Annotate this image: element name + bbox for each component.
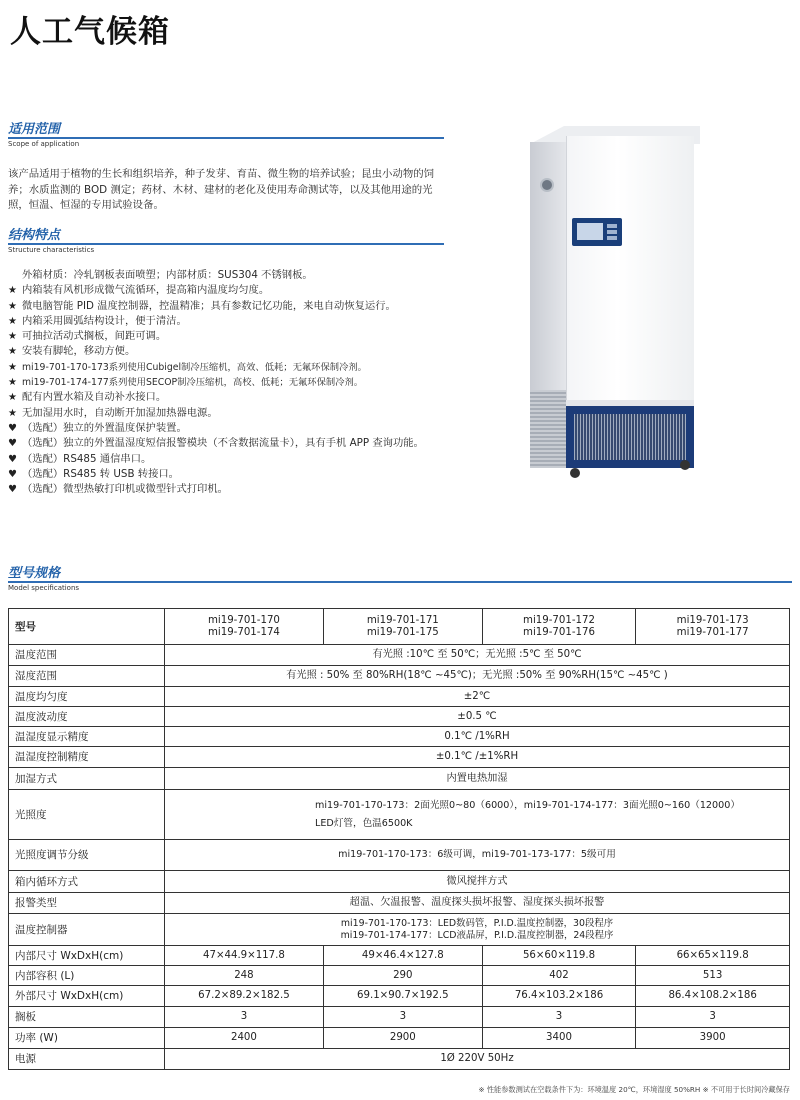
table-row — [9, 768, 790, 790]
feature-item — [8, 268, 448, 283]
table-row — [9, 986, 790, 1007]
cell: 66×65×119.8 — [636, 946, 790, 966]
cell: 3 — [323, 1007, 482, 1028]
row-value: mi19-701-170-173：LED数码管，P.I.D.温度控制器，30段程序 mi19-701-174-177：LCD液晶屏，P.I.D.温度控制器，24段程序 — [165, 914, 790, 946]
control-button — [607, 230, 617, 234]
table-row — [9, 1049, 790, 1070]
row-label: 内部尺寸 WxDxH(cm) — [9, 946, 165, 966]
feature-item — [8, 299, 448, 314]
feature-text: （选配）RS485 通信串口。 — [22, 452, 152, 465]
cell: 3900 — [636, 1028, 790, 1049]
model-cell: mi19-701-170 mi19-701-174 — [165, 609, 324, 645]
cell: 248 — [165, 966, 324, 986]
control-screen — [577, 223, 603, 240]
cell: 47×44.9×117.8 — [165, 946, 324, 966]
section-title: 结构特点 — [8, 228, 61, 243]
section-subtitle: Scope of application — [8, 140, 80, 148]
row-label: 温度均匀度 — [9, 687, 165, 707]
feature-item — [8, 329, 448, 344]
feature-text: 外箱材质：冷轧钢板表面喷塑；内部材质：SUS304 不锈钢板。 — [22, 269, 313, 281]
model-cell: mi19-701-172 mi19-701-176 — [482, 609, 636, 645]
feature-text: （选配）RS485 转 USB 转接口。 — [22, 467, 179, 480]
page-title: 人工气候箱 — [10, 14, 170, 50]
feature-item — [8, 406, 448, 421]
heart-icon: ♥ — [8, 484, 17, 496]
star-icon: ★ — [8, 407, 17, 419]
model-cell: mi19-701-171 mi19-701-175 — [323, 609, 482, 645]
row-label: 光照度调节分级 — [9, 840, 165, 871]
cell: 3 — [482, 1007, 636, 1028]
section-header-specs — [8, 566, 792, 593]
feature-item — [8, 390, 448, 405]
climate-chamber-image — [520, 120, 710, 485]
heart-icon: ♥ — [8, 453, 17, 465]
cell: 69.1×90.7×192.5 — [323, 986, 482, 1007]
feature-item — [8, 360, 448, 375]
row-value: 有光照 : 50% 至 80%RH(18℃ ~45℃)；无光照 :50% 至 90%RH(15℃ ~45℃ ) — [165, 666, 790, 687]
row-value: 1Ø 220V 50Hz — [165, 1049, 790, 1070]
cell: 67.2×89.2×182.5 — [165, 986, 324, 1007]
section-header-scope — [8, 122, 444, 149]
feature-text: （选配）独立的外置温湿度短信报警模块（不含数据流量卡），具有手机 APP 查询功能。 — [22, 437, 424, 450]
section-subtitle: Structure characteristics — [8, 246, 95, 254]
heart-icon: ♥ — [8, 422, 17, 434]
row-label: 温度控制器 — [9, 914, 165, 946]
section-subtitle: Model specifications — [8, 584, 80, 592]
row-label: 型号 — [9, 609, 165, 645]
cell: 3 — [636, 1007, 790, 1028]
row-label: 温度范围 — [9, 645, 165, 666]
table-row — [9, 727, 790, 747]
control-panel — [572, 218, 622, 246]
star-icon: ★ — [8, 361, 17, 373]
row-value: ±0.5 ℃ — [165, 707, 790, 727]
cell: 3 — [165, 1007, 324, 1028]
star-icon: ★ — [8, 377, 17, 389]
scope-paragraph: 该产品适用于植物的生长和组织培养，种子发芽、育苗、微生物的培养试验；昆虫小动物的饲养；水质监测的 BOD 测定；药材、木材、建材的老化及使用寿命测试等，以及其他用途的光照，恒温、恒湿的专用试验设备。 — [8, 168, 435, 211]
row-value: mi19-701-170-173：6级可调，mi19-701-173-177：5级可用 — [165, 840, 790, 871]
feature-text: 无加湿用水时，自动断开加湿加热器电源。 — [22, 406, 218, 419]
row-label: 外部尺寸 WxDxH(cm) — [9, 986, 165, 1007]
cell: 513 — [636, 966, 790, 986]
cell: 3400 — [482, 1028, 636, 1049]
feature-text: mi19-701-170-173系列使用Cubigel制冷压缩机，高效、低耗；无氟环保制冷剂。 — [22, 361, 367, 373]
table-row — [9, 790, 790, 840]
row-value: mi19-701-170-173：2面光照0~80（6000），mi19-701-174-177：3面光照0~160（12000） LED灯管，色温6500K — [165, 790, 790, 840]
table-row — [9, 1007, 790, 1028]
section-divider — [8, 581, 792, 583]
feature-text: 配有内置水箱及自动补水接口。 — [22, 391, 167, 404]
row-label: 内部容积 (L) — [9, 966, 165, 986]
feature-text: （选配）微型热敏打印机或微型针式打印机。 — [22, 483, 228, 496]
control-button — [607, 224, 617, 228]
side-vent — [530, 390, 566, 468]
row-value: ±2℃ — [165, 687, 790, 707]
row-label: 温湿度控制精度 — [9, 747, 165, 768]
cell: 49×46.4×127.8 — [323, 946, 482, 966]
section-divider — [8, 137, 444, 139]
feature-item — [8, 436, 448, 451]
row-label: 湿度范围 — [9, 666, 165, 687]
cell: 76.4×103.2×186 — [482, 986, 636, 1007]
row-label: 温度波动度 — [9, 707, 165, 727]
feature-item — [8, 467, 448, 482]
row-label: 功率 (W) — [9, 1028, 165, 1049]
table-row-model — [9, 609, 790, 645]
table-row — [9, 666, 790, 687]
feature-text: 内箱装有风机形成微气流循环，提高箱内温度均匀度。 — [22, 284, 270, 297]
table-row — [9, 914, 790, 946]
row-label: 箱内循环方式 — [9, 871, 165, 893]
row-label: 搁板 — [9, 1007, 165, 1028]
cell: 2400 — [165, 1028, 324, 1049]
feature-text: （选配）独立的外置温度保护装置。 — [22, 421, 187, 434]
row-value: 微风搅拌方式 — [165, 871, 790, 893]
feature-item — [8, 482, 448, 497]
feature-text: 安装有脚轮，移动方便。 — [22, 345, 136, 358]
cell: 56×60×119.8 — [482, 946, 636, 966]
star-icon: ★ — [8, 285, 17, 297]
feature-item — [8, 452, 448, 467]
feature-text: 微电脑智能 PID 温度控制器，控温精准；具有参数记忆功能，来电自动恢复运行。 — [22, 299, 396, 312]
cell: 2900 — [323, 1028, 482, 1049]
row-label: 加湿方式 — [9, 768, 165, 790]
section-title: 型号规格 — [8, 566, 61, 581]
cell: 290 — [323, 966, 482, 986]
table-row — [9, 645, 790, 666]
star-icon: ★ — [8, 315, 17, 327]
star-icon: ★ — [8, 392, 17, 404]
star-icon: ★ — [8, 300, 17, 312]
feature-item — [8, 283, 448, 298]
door-lock-icon — [540, 178, 554, 192]
star-icon: ★ — [8, 346, 17, 358]
section-title: 适用范围 — [8, 122, 61, 137]
table-row — [9, 966, 790, 986]
model-cell: mi19-701-173 mi19-701-177 — [636, 609, 790, 645]
row-label: 温湿度显示精度 — [9, 727, 165, 747]
heart-icon: ♥ — [8, 468, 17, 480]
table-row — [9, 893, 790, 914]
bullet-icon — [8, 268, 22, 283]
cell: 86.4×108.2×186 — [636, 986, 790, 1007]
feature-text: 可抽拉活动式搁板，间距可调。 — [22, 330, 167, 343]
star-icon: ★ — [8, 331, 17, 343]
cabinet-door — [566, 136, 694, 400]
table-row — [9, 687, 790, 707]
row-value: ±0.1℃ /±1%RH — [165, 747, 790, 768]
table-row — [9, 747, 790, 768]
feature-item — [8, 375, 448, 390]
feature-text: 内箱采用圆弧结构设计，便于清洁。 — [22, 314, 187, 327]
control-button — [607, 236, 617, 240]
compressor-grille — [566, 406, 694, 468]
section-divider — [8, 243, 444, 245]
heart-icon: ♥ — [8, 438, 17, 450]
table-row — [9, 946, 790, 966]
row-value: 有光照 :10℃ 至 50℃；无光照 :5℃ 至 50℃ — [165, 645, 790, 666]
table-row — [9, 840, 790, 871]
caster-wheel-icon — [680, 460, 690, 470]
cell: 402 — [482, 966, 636, 986]
row-value: 0.1℃ /1%RH — [165, 727, 790, 747]
feature-item — [8, 421, 448, 436]
row-value: 超温、欠温报警、温度探头损坏报警、湿度探头损坏报警 — [165, 893, 790, 914]
feature-list — [8, 268, 448, 497]
footnote: ※ 性能参数测试在空载条件下为：环境温度 20℃，环境湿度 50%RH ※ 不可用于长时间冷藏保存 — [478, 1085, 790, 1094]
row-value: 内置电热加湿 — [165, 768, 790, 790]
feature-text: mi19-701-174-177系列使用SECOP制冷压缩机，高校、低耗；无氟环保制冷剂。 — [22, 377, 364, 389]
row-label: 报警类型 — [9, 893, 165, 914]
row-label: 电源 — [9, 1049, 165, 1070]
table-row — [9, 871, 790, 893]
spec-table — [8, 608, 790, 1070]
section-header-structure — [8, 228, 444, 255]
table-row — [9, 707, 790, 727]
caster-wheel-icon — [570, 468, 580, 478]
feature-item — [8, 344, 448, 359]
table-row — [9, 1028, 790, 1049]
feature-item — [8, 314, 448, 329]
row-label: 光照度 — [9, 790, 165, 840]
